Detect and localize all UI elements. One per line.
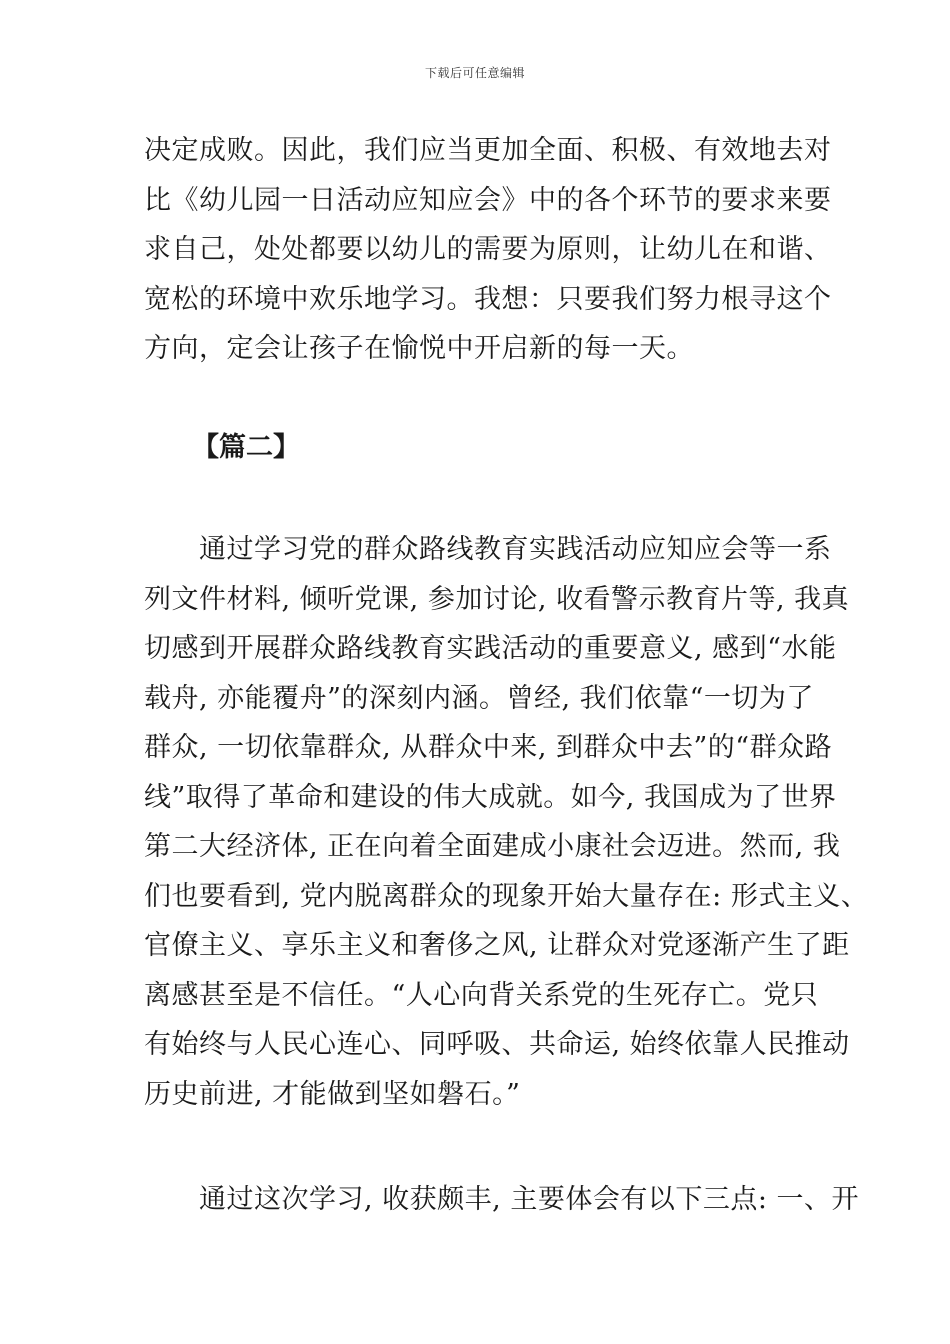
text-line: 载舟, 亦能覆舟”的深刻内涵。曾经, 我们依靠“一切为了 <box>144 682 814 714</box>
text-line: 线”取得了革命和建设的伟大成就。如今, 我国成为了世界 <box>144 781 837 813</box>
text-line: 求自己，处处都要以幼儿的需要为原则，让幼儿在和谐、 <box>144 234 832 265</box>
text-line: 离感甚至是不信任。“人心向背关系党的生死存亡。党只 <box>144 979 819 1011</box>
section-heading: 【篇二】 <box>192 432 300 463</box>
text-line: 通过这次学习, 收获颇丰, 主要体会有以下三点: 一、开 <box>144 1184 860 1215</box>
text-line: 比《幼儿园一日活动应知应会》中的各个环节的要求来要 <box>144 184 832 216</box>
text-line: 方向，定会让孩子在愉悦中开启新的每一天。 <box>144 333 694 364</box>
text-line: 决定成败。因此，我们应当更加全面、积极、有效地去对 <box>144 135 832 166</box>
text-line: 们也要看到, 党内脱离群众的现象开始大量存在: 形式主义、 <box>144 880 869 912</box>
paragraph-3 <box>144 1175 860 1225</box>
text-line: 官僚主义、享乐主义和奢侈之风, 让群众对党逐渐产生了距 <box>144 930 850 961</box>
text-line: 通过学习党的群众路线教育实践活动应知应会等一系 <box>144 534 832 565</box>
text-line: 历史前进, 才能做到坚如磐石。” <box>144 1078 521 1110</box>
text-line: 第二大经济体, 正在向着全面建成小康社会迈进。然而, 我 <box>144 831 841 862</box>
paragraph-2 <box>144 525 869 1119</box>
paragraph-1 <box>144 126 832 374</box>
page-header-note: 下载后可任意编辑 <box>424 66 525 80</box>
text-line: 群众, 一切依靠群众, 从群众中来, 到群众中去”的“群众路 <box>144 732 833 763</box>
text-line: 切感到开展群众路线教育实践活动的重要意义, 感到“水能 <box>144 633 837 664</box>
text-line: 有始终与人民心连心、同呼吸、共命运, 始终依靠人民推动 <box>144 1029 850 1060</box>
text-line: 宽松的环境中欢乐地学习。我想：只要我们努力根寻这个 <box>144 283 832 315</box>
text-line: 列文件材料, 倾听党课, 参加讨论, 收看警示教育片等, 我真 <box>144 583 850 615</box>
